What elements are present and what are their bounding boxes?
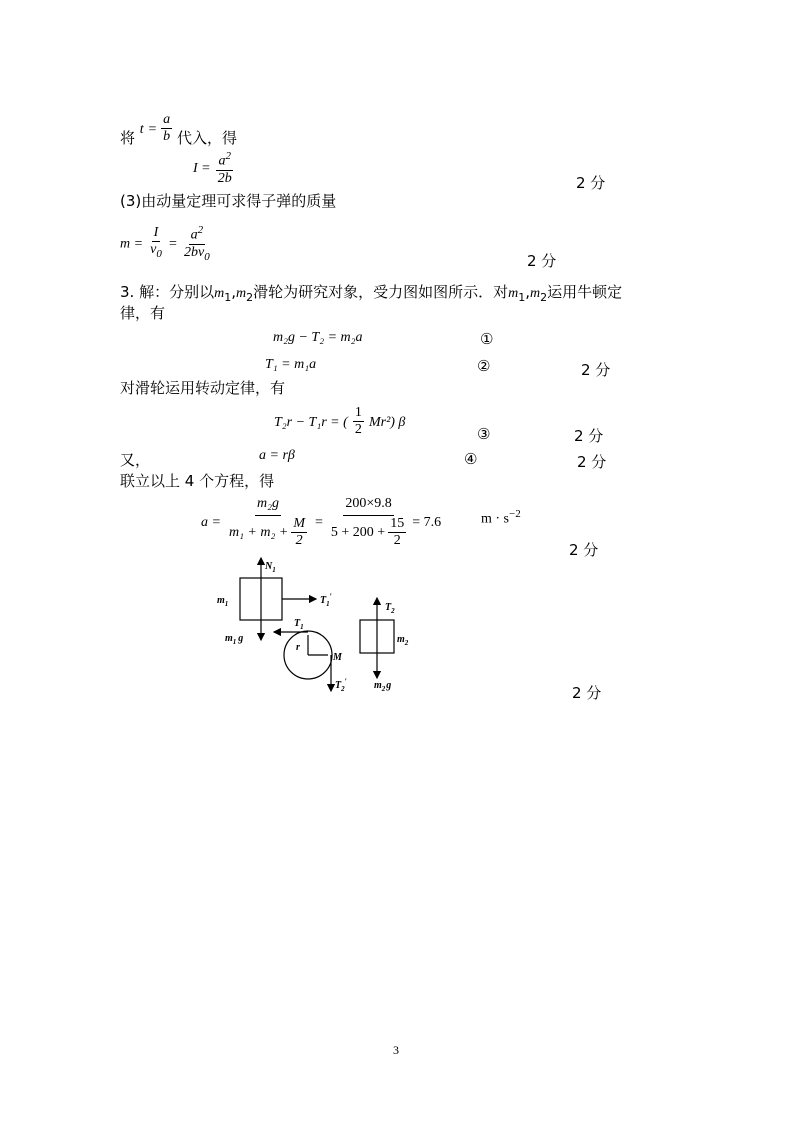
frac-den: 5 + 200 + $\frac{15}{2}$ [330, 516, 405, 548]
score-label: 2 分 [569, 541, 599, 559]
fraction-a-over-b [161, 112, 172, 145]
score-label: 2 分 [574, 427, 604, 445]
eq3-rhs: Mr²) β [368, 415, 406, 430]
label-T1: $T_1$ [294, 618, 304, 631]
eq-sign: = [148, 122, 157, 137]
equation-mass [120, 222, 212, 264]
fraction-a2-over-2b [216, 148, 234, 187]
frac-num: 200×9.8 [343, 496, 393, 516]
t-var: t [139, 122, 144, 137]
frac-den: $v_0$ [150, 241, 162, 260]
q3-lead: 3. 解：分别以 [120, 283, 215, 301]
label-m1: $m_1$ [217, 595, 229, 608]
fraction-a2-over-2bv0 [182, 222, 212, 264]
m2-var: m [236, 286, 247, 301]
q3-mid: 滑轮为研究对象，受力图如图所示．对 [253, 283, 509, 301]
q3-tail: 运用牛顿定 [547, 283, 623, 301]
frac-num: I [153, 224, 159, 240]
page-number: 3 [393, 1043, 399, 1057]
eq4-prefix: 又， [120, 451, 151, 469]
frac-num: $a^2$ [190, 224, 204, 243]
score-label: 2 分 [527, 252, 557, 270]
q3-line2: 律，有 [120, 304, 166, 322]
eq-sign: = [314, 514, 323, 530]
m1-var: m [214, 286, 225, 301]
label-m1g: $m_1$ g [225, 633, 244, 646]
equation-3 [274, 405, 405, 438]
accel-result: = 7.6 [412, 514, 442, 530]
score-label: 2 分 [577, 453, 607, 471]
frac-den: $2bv_0$ [183, 244, 210, 263]
substitute-suffix: 代入，得 [176, 129, 237, 147]
frac-den: m₁ + m₂ + $\frac{M}{2}$ [228, 516, 305, 548]
accel-unit: $m \cdot s^{-2}$ [481, 508, 521, 527]
fraction-one-half [353, 405, 364, 438]
frac-num: 1 [354, 405, 362, 420]
score-label: 2 分 [581, 361, 611, 379]
combine-text: 联立以上 4 个方程，得 [120, 472, 275, 490]
label-T2-prime: $T_2'$ [335, 677, 347, 693]
label-r: r [296, 642, 300, 653]
score-label: 2 分 [576, 174, 606, 192]
frac-den: 2b [217, 170, 232, 186]
eq3-lhs: T₂r − T₁r = ( [274, 415, 348, 430]
substitute-line [120, 112, 237, 145]
equation-4: a = rβ [259, 448, 295, 463]
eq-mark-2: ② [477, 357, 491, 375]
mass-lhs: m = [120, 236, 144, 252]
substitute-prefix: 将 [120, 129, 136, 147]
fraction-accel-numeric [329, 496, 408, 549]
frac-den: b [163, 129, 171, 144]
label-m2: $m_2$ [397, 634, 409, 647]
frac-num: $a^2$ [218, 150, 231, 169]
label-m2g: $m_2g$ [374, 680, 392, 693]
q3-line1: 3. 解：分别以$m_1,m_2$滑轮为研究对象，受力图如图所示．对$m_1,m_2$运用牛顿定 [120, 283, 623, 304]
label-T1-prime: $T_1'$ [320, 592, 332, 608]
score-label: 2 分 [572, 684, 602, 702]
label-M: M [333, 652, 342, 663]
eq-mark-1: ① [480, 330, 494, 348]
fraction-I-over-v0 [148, 225, 164, 262]
force-diagram [210, 555, 430, 700]
equation-impulse [193, 148, 234, 187]
frac-num: m₂g [255, 496, 281, 516]
equation-1: m₂g − T₂ = m₂a [273, 330, 363, 345]
rotation-law-text: 对滑轮运用转动定律，有 [120, 379, 286, 397]
label-T2: $T_2$ [385, 602, 395, 615]
eq-sign: = [168, 236, 177, 252]
fraction-accel-symbolic [227, 496, 309, 549]
m1-var: m [508, 286, 519, 301]
eq5-lhs: a = [201, 514, 221, 530]
equation-5 [201, 496, 441, 549]
part3-text: (3)由动量定理可求得子弹的质量 [120, 192, 337, 210]
eq-mark-3: ③ [477, 425, 491, 443]
frac-den: 2 [354, 422, 362, 437]
frac-num: a [163, 112, 171, 127]
eq-mark-4: ④ [464, 450, 478, 468]
label-N1: $N_1$ [265, 561, 276, 574]
m2-var: m [530, 286, 541, 301]
impulse-lhs: I = [193, 160, 211, 176]
equation-2: T₁ = m₁a [265, 357, 317, 372]
